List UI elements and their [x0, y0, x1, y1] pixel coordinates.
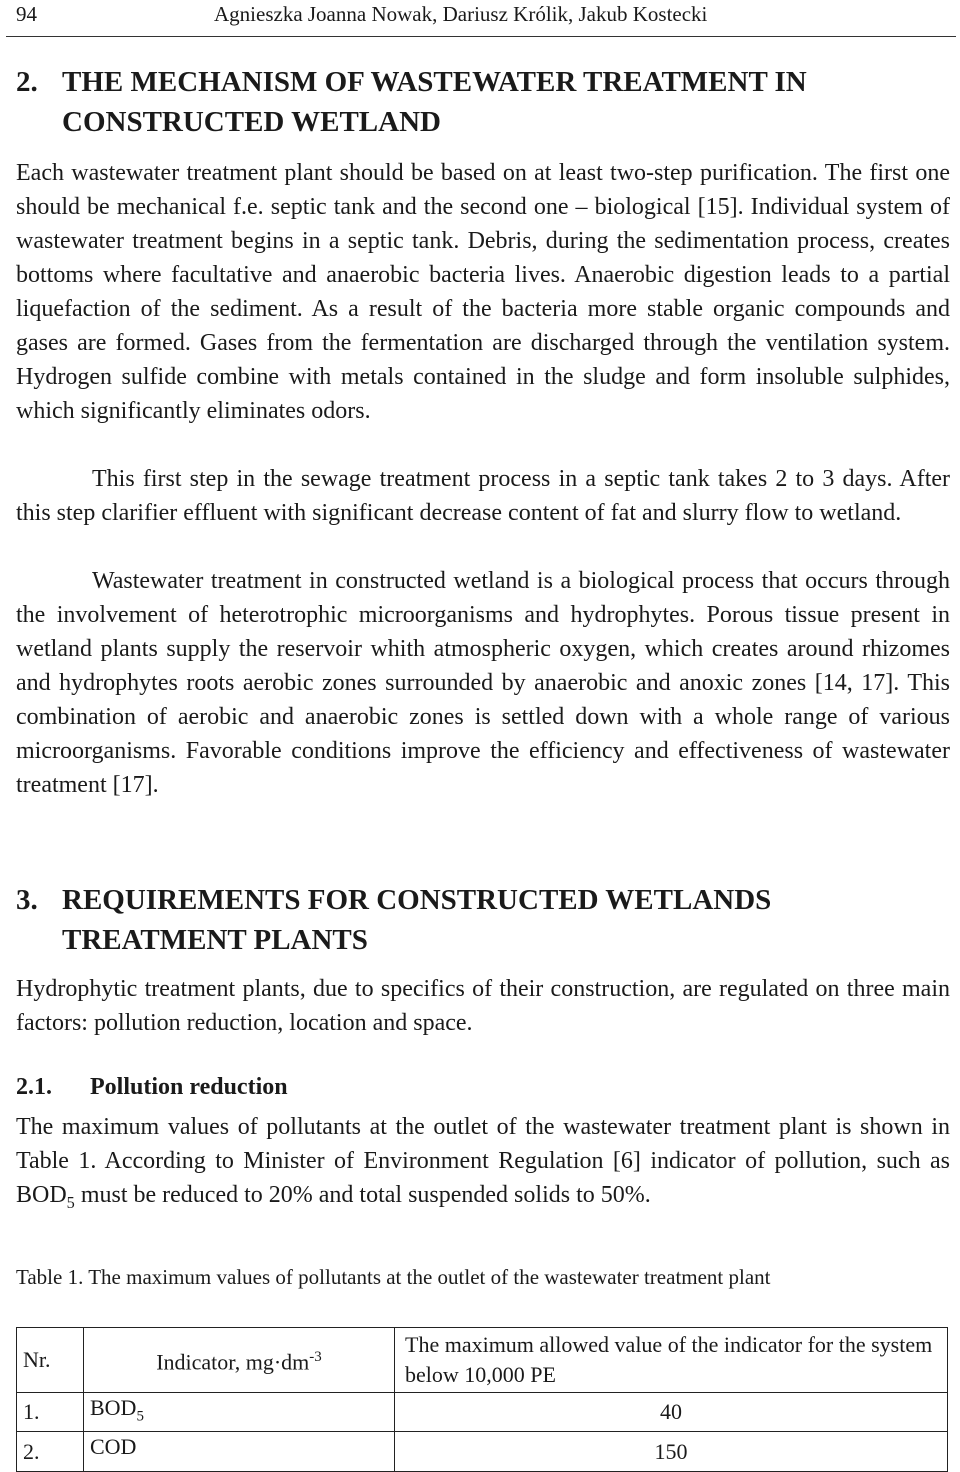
header-text: Indicator, mg·dm: [156, 1349, 310, 1375]
paragraph: This first step in the sewage treatment process in a septic tank takes 2 to 3 days. After this step clarifier effluent with significant decrease content of fat and slurry flow to wetland.: [16, 466, 950, 526]
table-header-row: [17, 1328, 948, 1393]
running-head-authors: Agnieszka Joanna Nowak, Dariusz Królik, Jakub Kostecki: [214, 2, 708, 26]
subsection-number: 2.1.: [16, 1074, 52, 1100]
cell-max-value: 150: [395, 1432, 948, 1471]
page-number: 94: [16, 2, 37, 26]
pollutants-table: [16, 1327, 948, 1472]
paragraph: Wastewater treatment in constructed wetland is a biological process that occurs through the involvement of heterotrophic microorganisms and hydrophytes. Porous tissue present in wetland plants supply the reservoir whith atmospheric oxygen, which creates around rhizomes and hydrophytes roots aerobic zones surrounded by anaerobic and anoxic zones [14, 17]. This combination of aerobic and anaerobic zones is settled down with a whole range of various microorganisms. Favorable conditions improve the efficiency and effectiveness of wastewater treatment [17].: [16, 568, 950, 798]
cell-text: COD: [90, 1434, 137, 1460]
subscript: 5: [136, 1408, 144, 1425]
section-title-line: REQUIREMENTS FOR CONSTRUCTED WETLANDS: [62, 884, 772, 916]
subsection-2-1-heading: [16, 1070, 288, 1104]
paragraph-text: must be reduced to 20% and total suspended solids to 50%.: [74, 1182, 651, 1208]
superscript: -3: [309, 1349, 322, 1366]
paragraph: [16, 1110, 950, 1220]
section-title-line: THE MECHANISM OF WASTEWATER TREATMENT IN: [62, 66, 807, 98]
subscript: 5: [66, 1192, 75, 1212]
column-header-nr: Nr.: [17, 1328, 84, 1393]
cell-max-value: 40: [395, 1393, 948, 1432]
paragraph: Hydrophytic treatment plants, due to specifics of their construction, are regulated on three main factors: pollution reduction, location and space.: [16, 976, 950, 1036]
column-header-max-value: The maximum allowed value of the indicator for the system below 10,000 PE: [395, 1328, 948, 1393]
column-header-indicator: [84, 1328, 395, 1393]
section-title-line: CONSTRUCTED WETLAND: [62, 106, 441, 138]
cell-nr: 1.: [17, 1393, 84, 1432]
cell-text: BOD: [90, 1395, 137, 1420]
section-number: 2.: [16, 66, 38, 98]
table-row: [17, 1432, 948, 1471]
subsection-title: Pollution reduction: [90, 1074, 288, 1100]
cell-indicator: [84, 1432, 395, 1471]
section-number: 3.: [16, 884, 38, 916]
section-2-heading: [16, 62, 807, 142]
section-3-heading: [16, 880, 771, 960]
paragraph-text: The maximum values of pollutants at the outlet of the wastewater treatment plant is shown in Table 1. According to Minister of Environment Regulation [6] indicator of pollution, such as BOD: [16, 1114, 950, 1208]
table-caption: Table 1. The maximum values of pollutants at the outlet of the wastewater treatment plant: [16, 1265, 771, 1289]
cell-indicator: [84, 1393, 395, 1432]
cell-nr: 2.: [17, 1432, 84, 1471]
table-row: [17, 1393, 948, 1432]
section-title-line: TREATMENT PLANTS: [62, 924, 368, 956]
running-header: [6, 0, 956, 37]
paragraph: Each wastewater treatment plant should be based on at least two-step purification. The first one should be mechanical f.e. septic tank and the second one – biological [15]. Individual system of wastewater treatment begins in a septic tank. Debris, during the sedimentation process, creates bottoms where facultative and anaerobic bacteria lives. Anaerobic digestion leads to a partial liquefaction of the sediment. As a result of the bacteria more stable organic compounds and gases are formed. Gases from the fermentation are discharged through the ventilation system. Hydrogen sulfide combine with metals contained in the sludge and form insoluble sulphides, which significantly eliminates odors.: [16, 160, 950, 424]
